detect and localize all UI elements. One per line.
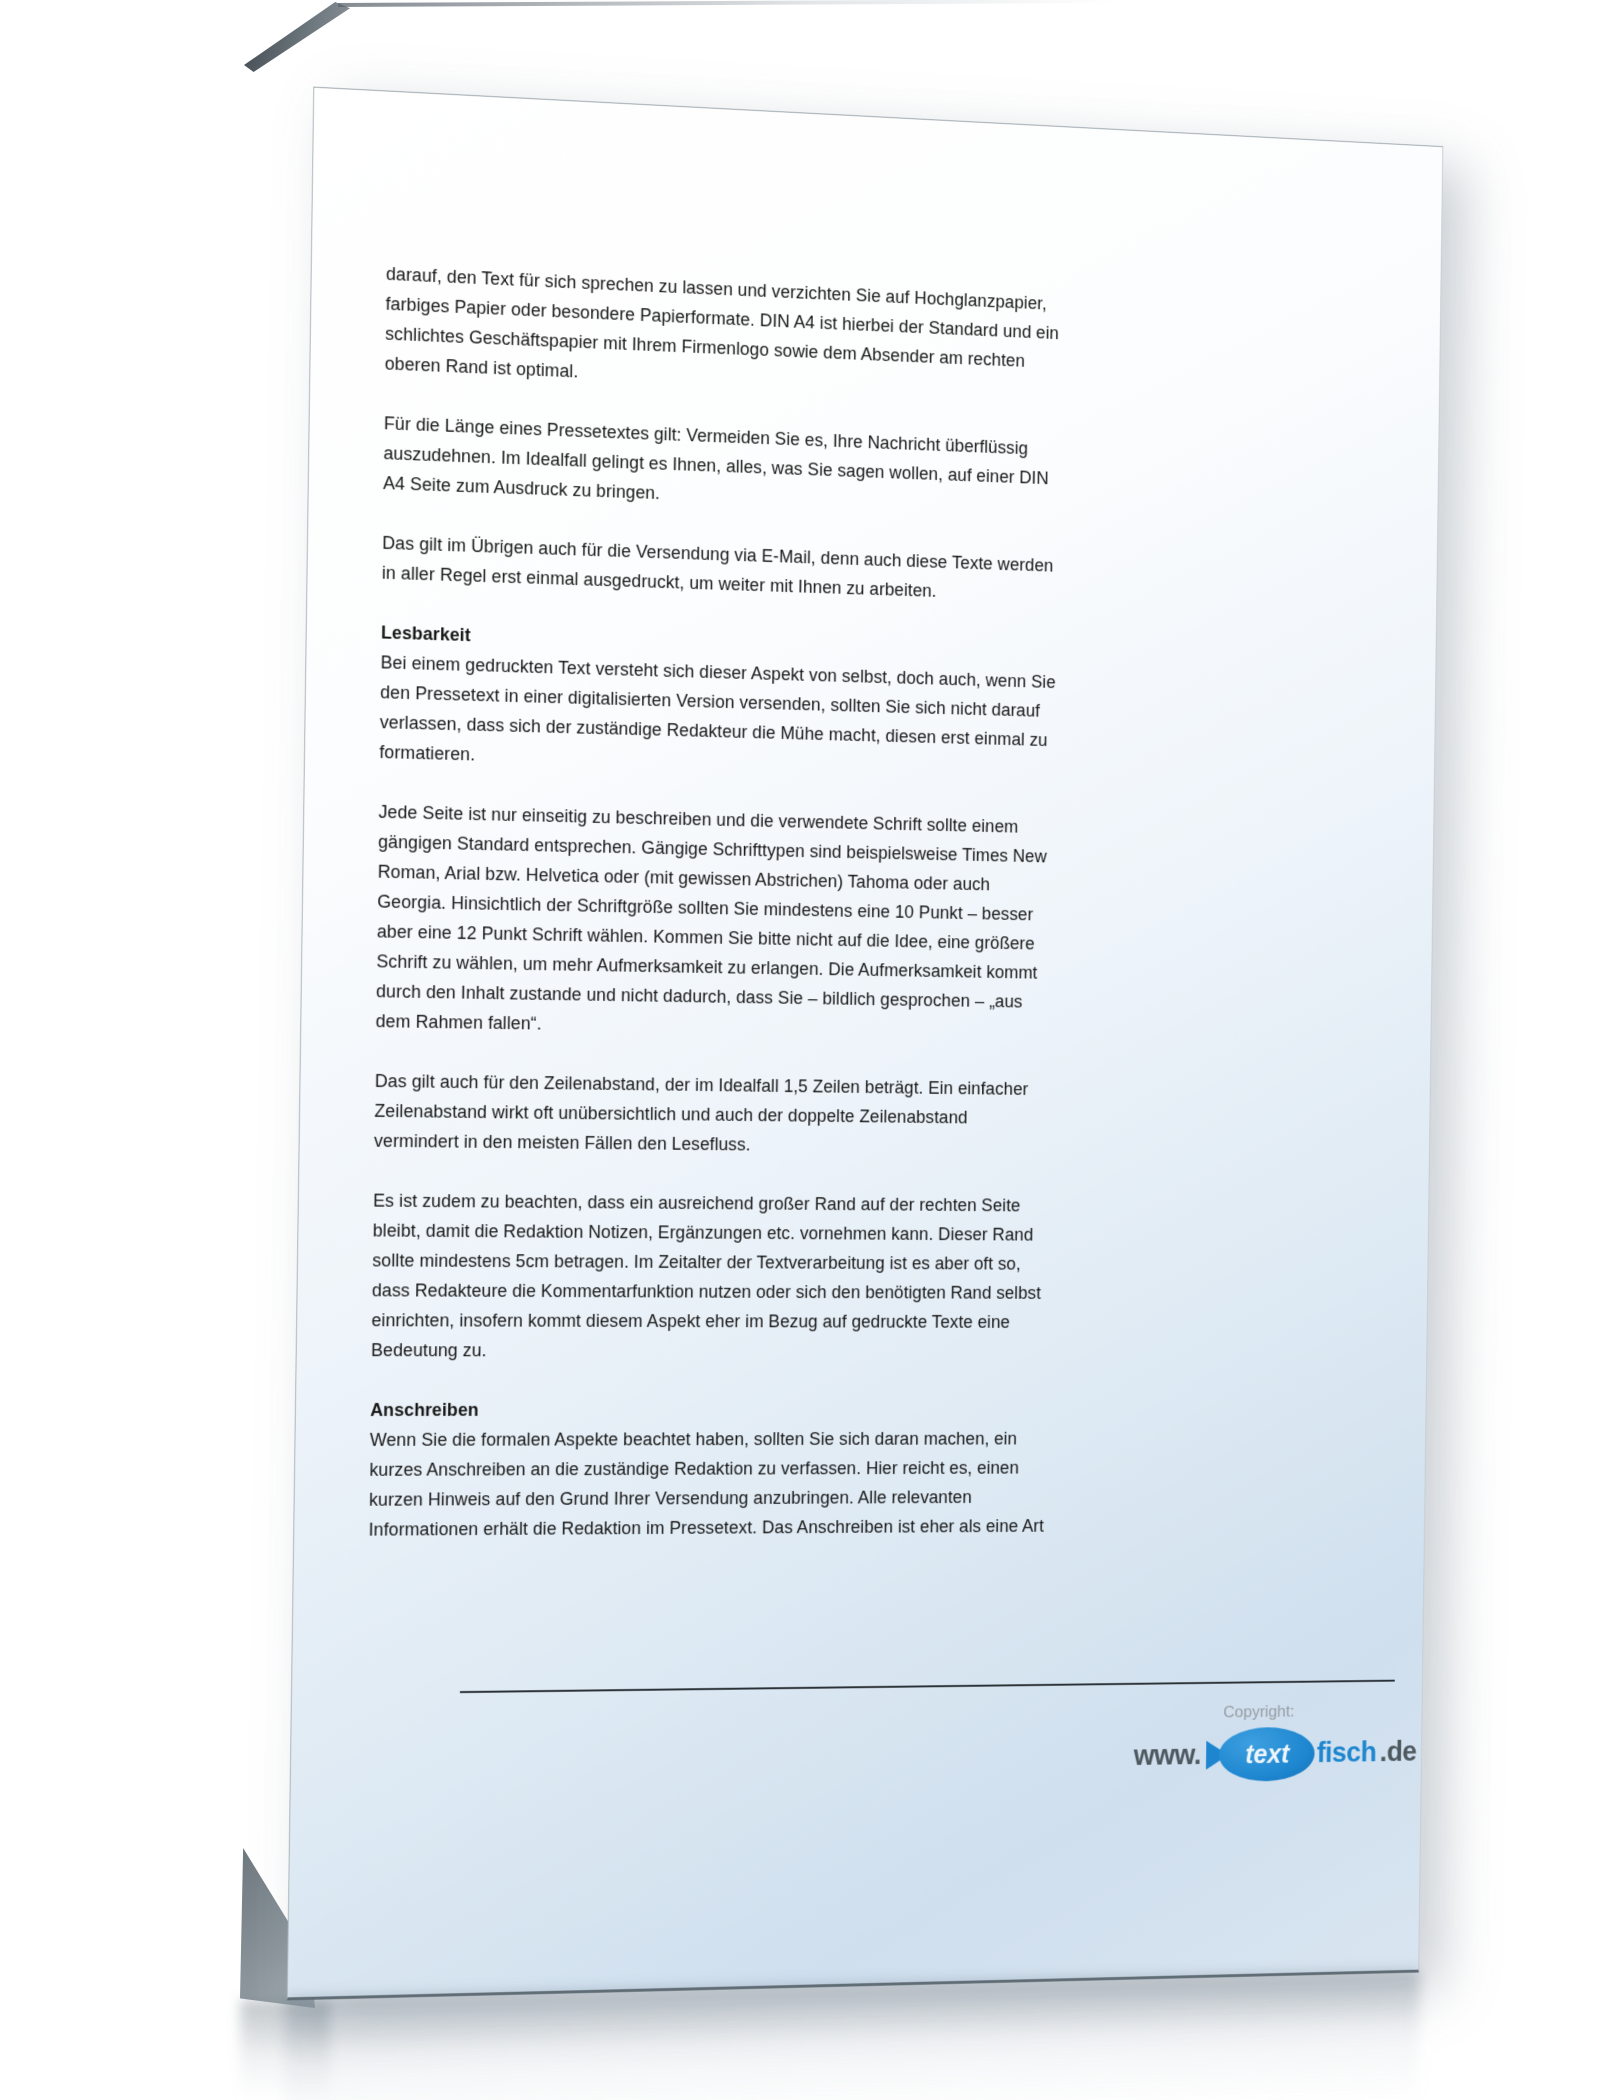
- fish-icon: [1206, 1727, 1315, 1783]
- paragraph: Für die Länge eines Pressetextes gilt: Vermeiden Sie es, Ihre Nachricht überflüssig auszudehnen. Im Idealfall gelingt es Ihnen, alles, was Sie sagen wollen, auf einer DIN A4 Seite zum Ausdruck zu bringen.: [382, 413, 1049, 504]
- document-content: [288, 88, 1443, 1998]
- back-page-top-edge: [338, 0, 1118, 7]
- document-page: [287, 87, 1444, 2001]
- paragraph: Jede Seite ist nur einseitig zu beschreiben und die verwendete Schrift sollte einem gängigen Standard entsprechen. Gängige Schrifttypen sind beispielsweise Times New Roman, Arial bzw. Helvetica oder (mit gewissen Abstrichen) Tahoma oder auch Georgia. Hinsichtlich der Schriftgröße sollten Sie mindestens eine 10 Punkt – besser aber eine 12 Punkt Schrift wählen. Kommen Sie bitte nicht auf die Idee, eine größere Schrift zu wählen, um mehr Aufmerksamkeit zu erlangen. Die Aufmerksamkeit kommt durch den Inhalt zustande und nicht dadurch, dass Sie – bildlich gesprochen – „aus dem Rahmen fallen“.: [375, 801, 1047, 1034]
- logo-de-label: .de: [1379, 1736, 1417, 1768]
- textfisch-logo: [1133, 1725, 1417, 1783]
- logo-text-label: text: [1245, 1739, 1290, 1769]
- paragraph: darauf, den Text für sich sprechen zu lassen und verzichten Sie auf Hochglanzpapier, farbiges Papier oder besondere Papierformate. DIN A4 ist hierbei der Standard und ein schlichtes Geschäftspapier mit Ihrem Firmenlogo sowie dem Absender am rechten oberen Rand ist optimal.: [384, 263, 1060, 382]
- section-heading-anschreiben: Anschreiben: [370, 1399, 479, 1420]
- paragraph: Es ist zudem zu beachten, dass ein ausreichend großer Rand auf der rechten Seite bleibt, damit die Redaktion Notizen, Ergänzungen etc. vornehmen kann. Dieser Rand sollte mindestens 5cm betragen. Im Zeitalter der Textverarbeitung ist es aber oft so, dass Redakteure die Kommentarfunktion nutzen oder sich den benötigten Rand selbst einrichten, insofern kommt diesem Aspekt eher im Bezug auf gedruckte Texte eine Bedeutung zu.: [370, 1190, 1042, 1361]
- paragraph: Das gilt auch für den Zeilenabstand, der im Idealfall 1,5 Zeilen beträgt. Ein einfacher Zeilenabstand wirkt oft unübersichtlich und auch der doppelte Zeilenabstand vermindert in den meisten Fällen den Lesefluss.: [373, 1070, 1029, 1155]
- footer: [459, 1700, 1418, 1794]
- copyright-label: Copyright:: [1223, 1702, 1295, 1722]
- logo-www-label: www.: [1133, 1739, 1202, 1772]
- fish-body-icon: [1219, 1727, 1315, 1782]
- paragraph: Das gilt im Übrigen auch für die Versendung via E-Mail, denn auch diese Texte werden in aller Regel erst einmal ausgedruckt, um weiter mit Ihnen zu arbeiten.: [381, 532, 1054, 601]
- back-page-top-corner: [244, 2, 350, 72]
- paragraph: Wenn Sie die formalen Aspekte beachtet haben, sollten Sie sich daran machen, ein kurzes Anschreiben an die zuständige Redaktion zu verfassen. Hier reicht es, einen kurzen Hinweis auf den Grund Ihrer Versendung anzubringen. Alle relevanten Informationen erhält die Redaktion im Pressetext. Das Anschreiben ist eher als eine Art: [368, 1428, 1045, 1540]
- footer-divider: [460, 1680, 1395, 1693]
- logo-fisch-label: fisch: [1316, 1736, 1377, 1769]
- section-heading-lesbarkeit: Lesbarkeit: [380, 622, 471, 646]
- paragraph: Bei einem gedruckten Text versteht sich dieser Aspekt von selbst, doch auch, wenn Sie den Pressetext in einer digitalisierten Version versenden, sollten Sie sich nicht darauf verlassen, dass sich der zuständige Redakteur die Mühe macht, diesen erst einmal zu formatieren.: [379, 652, 1056, 765]
